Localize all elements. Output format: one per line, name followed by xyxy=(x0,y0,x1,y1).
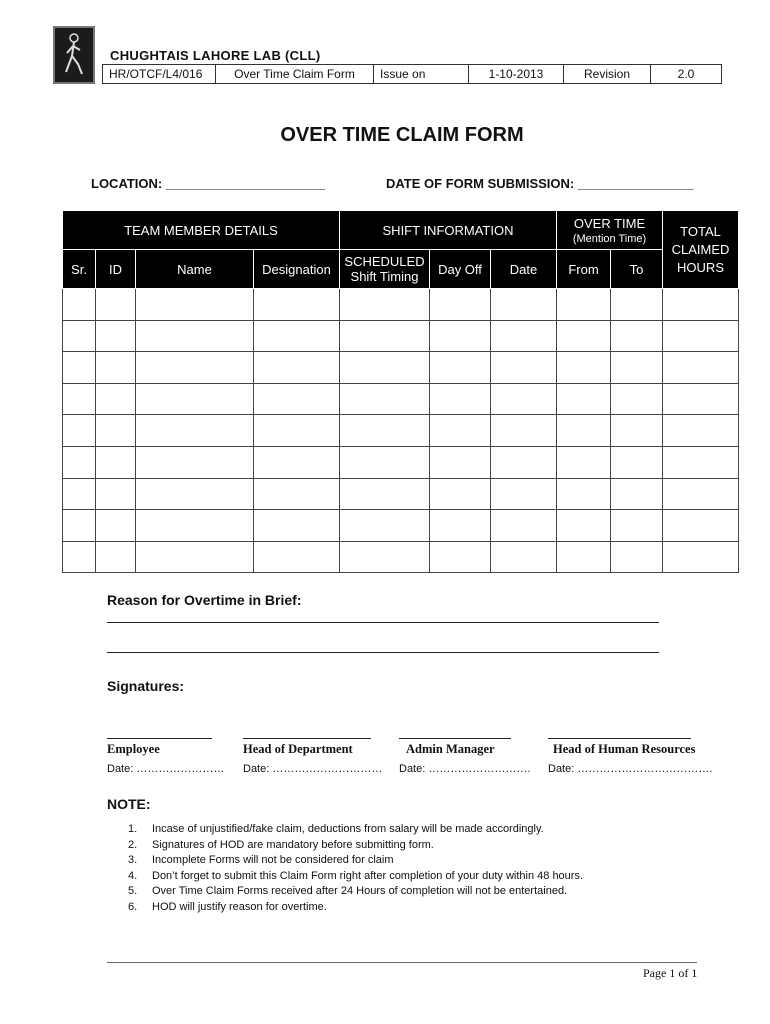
table-cell[interactable] xyxy=(663,541,739,573)
table-cell[interactable] xyxy=(96,510,136,542)
submission-date-field[interactable]: DATE OF FORM SUBMISSION: ________________ xyxy=(386,176,694,191)
revision-label: Revision xyxy=(564,65,651,84)
table-cell[interactable] xyxy=(491,541,557,573)
table-cell[interactable] xyxy=(611,446,663,478)
shift-information-header: SHIFT INFORMATION xyxy=(340,211,557,250)
col-name: Name xyxy=(136,250,254,289)
note-text: Incase of unjustified/fake claim, deductions from salary will be made accordingly. xyxy=(152,823,544,835)
table-cell[interactable] xyxy=(136,478,254,510)
table-cell[interactable] xyxy=(491,446,557,478)
document-control-table xyxy=(102,64,722,84)
signatory-title: Head of Human Resources xyxy=(553,742,696,756)
col-dayoff: Day Off xyxy=(430,250,491,289)
table-cell[interactable] xyxy=(136,320,254,352)
signature-line[interactable] xyxy=(399,738,511,739)
overtime-note: (Mention Time) xyxy=(572,232,647,245)
note-text: Incomplete Forms will not be considered for claim xyxy=(152,854,394,867)
reason-line-2[interactable] xyxy=(107,652,659,653)
table-cell[interactable] xyxy=(491,320,557,352)
reason-line-1[interactable] xyxy=(107,622,659,623)
table-cell[interactable] xyxy=(136,383,254,415)
note-item xyxy=(128,822,583,838)
note-item xyxy=(128,900,583,916)
table-cell[interactable] xyxy=(63,510,96,542)
table-cell[interactable] xyxy=(430,352,491,384)
col-scheduled xyxy=(340,250,430,289)
table-row xyxy=(63,478,739,510)
table-cell[interactable] xyxy=(557,383,611,415)
doc-code: HR/OTCF/L4/016 xyxy=(103,65,216,84)
signatory-title: Admin Manager xyxy=(406,742,495,756)
table-cell[interactable] xyxy=(611,541,663,573)
table-cell[interactable] xyxy=(663,446,739,478)
table-row xyxy=(63,352,739,384)
table-cell[interactable] xyxy=(254,352,340,384)
note-text: Don’t forget to submit this Claim Form right after completion of your duty within 48 hours. xyxy=(152,869,584,882)
table-cell[interactable] xyxy=(254,510,340,542)
col-scheduled-2: Shift Timing xyxy=(350,269,419,284)
note-number: 1. xyxy=(128,823,138,835)
signature-date-field[interactable]: Date: ………………………. xyxy=(399,763,531,775)
table-cell[interactable] xyxy=(63,383,96,415)
table-cell[interactable] xyxy=(96,383,136,415)
table-cell[interactable] xyxy=(96,541,136,573)
note-number: 5. xyxy=(128,885,138,898)
notes-list xyxy=(128,822,583,916)
table-cell[interactable] xyxy=(491,289,557,321)
note-item xyxy=(128,884,583,900)
overtime-header xyxy=(557,211,663,250)
table-cell[interactable] xyxy=(611,383,663,415)
page-number: Page 1 of 1 xyxy=(643,966,698,980)
signature-date-field[interactable]: Date: ………………………… xyxy=(243,763,383,775)
table-cell[interactable] xyxy=(557,478,611,510)
table-cell[interactable] xyxy=(430,478,491,510)
table-cell[interactable] xyxy=(96,478,136,510)
table-cell[interactable] xyxy=(96,415,136,447)
total-line-1: TOTAL xyxy=(680,223,721,239)
table-cell[interactable] xyxy=(136,446,254,478)
note-text: Over Time Claim Forms received after 24 Hours of completion will not be entertained. xyxy=(152,885,568,898)
table-cell[interactable] xyxy=(557,510,611,542)
table-cell[interactable] xyxy=(340,415,430,447)
signature-date-field[interactable]: Date: ………………………………. xyxy=(548,763,713,775)
lab-logo xyxy=(53,26,95,84)
signatory-title: Employee xyxy=(107,742,160,756)
table-cell[interactable] xyxy=(254,415,340,447)
col-date: Date xyxy=(491,250,557,289)
issue-label: Issue on xyxy=(374,65,469,84)
table-cell[interactable] xyxy=(663,289,739,321)
note-number: 2. xyxy=(128,838,138,851)
table-cell[interactable] xyxy=(557,320,611,352)
table-cell[interactable] xyxy=(340,320,430,352)
table-cell[interactable] xyxy=(491,478,557,510)
table-cell[interactable] xyxy=(96,320,136,352)
table-cell[interactable] xyxy=(254,446,340,478)
note-number: 4. xyxy=(128,869,138,882)
note-item xyxy=(128,853,583,869)
table-cell[interactable] xyxy=(254,478,340,510)
table-cell[interactable] xyxy=(557,446,611,478)
table-cell[interactable] xyxy=(491,415,557,447)
table-cell[interactable] xyxy=(254,383,340,415)
table-row xyxy=(63,446,739,478)
table-cell[interactable] xyxy=(63,478,96,510)
table-cell[interactable] xyxy=(611,352,663,384)
table-cell[interactable] xyxy=(136,352,254,384)
table-cell[interactable] xyxy=(491,383,557,415)
table-row xyxy=(63,289,739,321)
table-cell[interactable] xyxy=(491,510,557,542)
overtime-header-label: OVER TIME xyxy=(573,215,646,231)
signatory-title: Head of Department xyxy=(243,742,353,756)
table-row xyxy=(63,510,739,542)
table-cell[interactable] xyxy=(63,352,96,384)
table-cell[interactable] xyxy=(430,541,491,573)
table-cell[interactable] xyxy=(63,320,96,352)
table-cell[interactable] xyxy=(491,352,557,384)
revision-value: 2.0 xyxy=(651,65,722,84)
table-cell[interactable] xyxy=(430,415,491,447)
table-cell[interactable] xyxy=(430,320,491,352)
signature-line[interactable] xyxy=(243,738,371,739)
note-item xyxy=(128,838,583,854)
location-field[interactable]: LOCATION: ______________________ xyxy=(91,176,325,191)
table-cell[interactable] xyxy=(136,510,254,542)
table-cell[interactable] xyxy=(663,510,739,542)
table-cell[interactable] xyxy=(430,289,491,321)
table-cell[interactable] xyxy=(96,289,136,321)
col-from: From xyxy=(557,250,611,289)
total-claimed-hours-header xyxy=(663,211,739,289)
page-title: OVER TIME CLAIM FORM xyxy=(280,124,524,146)
table-cell[interactable] xyxy=(611,478,663,510)
table-row xyxy=(63,415,739,447)
table-cell[interactable] xyxy=(254,289,340,321)
col-to: To xyxy=(611,250,663,289)
note-text: Signatures of HOD are mandatory before submitting form. xyxy=(152,838,434,851)
table-cell[interactable] xyxy=(430,446,491,478)
signature-date-field[interactable]: Date: …………………… xyxy=(107,763,225,775)
table-cell[interactable] xyxy=(557,415,611,447)
table-cell[interactable] xyxy=(63,446,96,478)
table-cell[interactable] xyxy=(430,510,491,542)
table-cell[interactable] xyxy=(96,352,136,384)
note-text: HOD will justify reason for overtime. xyxy=(152,900,327,913)
table-cell[interactable] xyxy=(136,541,254,573)
table-cell[interactable] xyxy=(611,415,663,447)
lab-name: CHUGHTAIS LAHORE LAB (CLL) xyxy=(110,48,321,63)
note-label: NOTE: xyxy=(107,796,151,812)
table-cell[interactable] xyxy=(340,478,430,510)
table-row xyxy=(63,541,739,573)
note-item xyxy=(128,869,583,885)
table-cell[interactable] xyxy=(557,541,611,573)
table-cell[interactable] xyxy=(611,510,663,542)
table-cell[interactable] xyxy=(663,352,739,384)
total-line-2: CLAIMED xyxy=(671,241,730,257)
col-designation: Designation xyxy=(254,250,340,289)
note-number: 6. xyxy=(128,900,138,913)
signatures-label: Signatures: xyxy=(107,678,185,694)
table-cell[interactable] xyxy=(63,415,96,447)
col-scheduled-1: SCHEDULED xyxy=(344,254,425,269)
table-cell[interactable] xyxy=(254,541,340,573)
table-cell[interactable] xyxy=(340,383,430,415)
team-member-details-header: TEAM MEMBER DETAILS xyxy=(63,211,340,250)
table-cell[interactable] xyxy=(340,541,430,573)
table-cell[interactable] xyxy=(96,446,136,478)
table-cell[interactable] xyxy=(430,383,491,415)
table-cell[interactable] xyxy=(557,289,611,321)
table-body xyxy=(63,289,739,573)
table-cell[interactable] xyxy=(663,415,739,447)
table-row xyxy=(63,383,739,415)
note-number: 3. xyxy=(128,854,138,867)
table-cell[interactable] xyxy=(254,320,340,352)
table-cell[interactable] xyxy=(663,320,739,352)
issue-date: 1-10-2013 xyxy=(469,65,564,84)
table-row xyxy=(63,320,739,352)
table-cell[interactable] xyxy=(611,289,663,321)
table-cell[interactable] xyxy=(340,352,430,384)
table-cell[interactable] xyxy=(340,446,430,478)
table-cell[interactable] xyxy=(663,478,739,510)
table-cell[interactable] xyxy=(340,510,430,542)
col-id: ID xyxy=(96,250,136,289)
signature-line[interactable] xyxy=(548,738,691,739)
reason-label: Reason for Overtime in Brief: xyxy=(107,592,302,608)
table-cell[interactable] xyxy=(611,320,663,352)
table-cell[interactable] xyxy=(663,383,739,415)
table-cell[interactable] xyxy=(136,415,254,447)
table-cell[interactable] xyxy=(136,289,254,321)
overtime-table xyxy=(62,210,739,573)
total-line-3: HOURS xyxy=(677,259,724,275)
table-cell[interactable] xyxy=(63,541,96,573)
table-cell[interactable] xyxy=(557,352,611,384)
col-sr: Sr. xyxy=(63,250,96,289)
walking-man-logo-icon xyxy=(55,28,93,82)
table-cell[interactable] xyxy=(340,289,430,321)
footer-divider xyxy=(107,962,697,963)
table-cell[interactable] xyxy=(63,289,96,321)
signature-line[interactable] xyxy=(107,738,212,739)
doc-name: Over Time Claim Form xyxy=(216,65,374,84)
